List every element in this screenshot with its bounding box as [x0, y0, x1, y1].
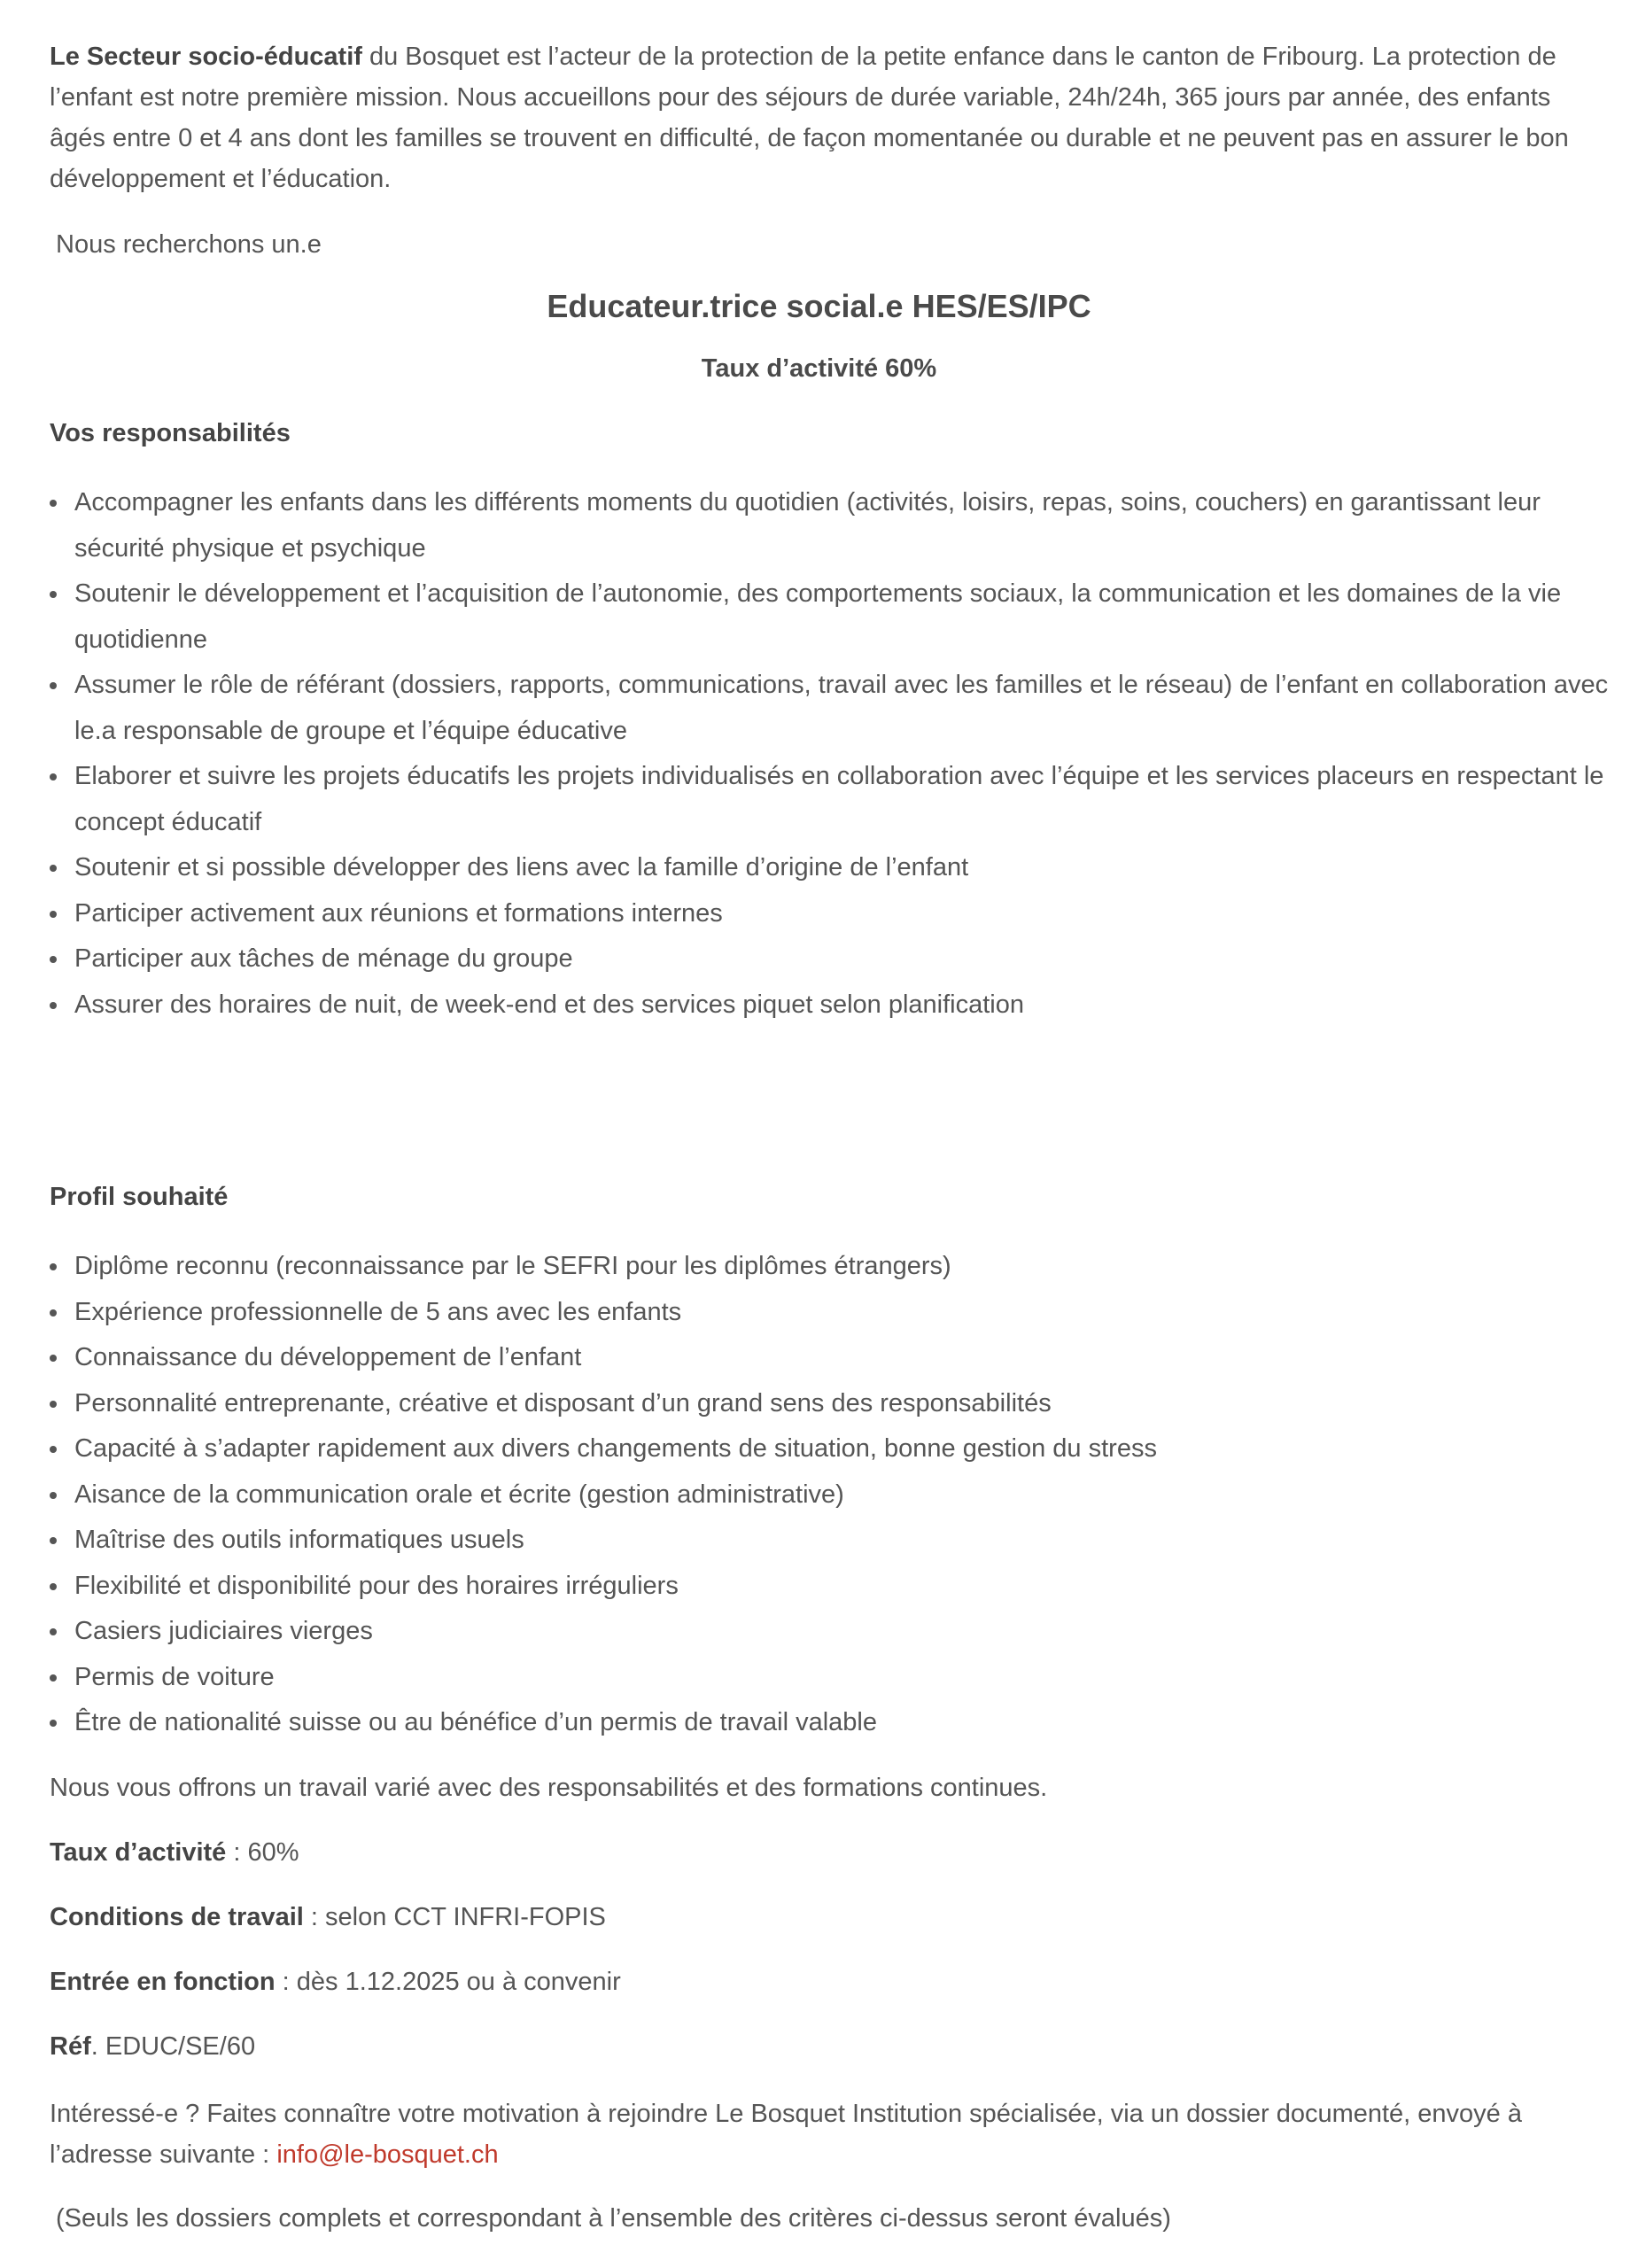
list-item: Capacité à s’adapter rapidement aux divers changements de situation, bonne gestion du stress — [50, 1426, 1625, 1472]
list-item: Elaborer et suivre les projets éducatifs les projets individualisés en collaboration avec l’équipe et les services placeurs en respectant le concept éducatif — [50, 754, 1625, 845]
list-item: Personnalité entreprenante, créative et disposant d’un grand sens des responsabilités — [50, 1381, 1625, 1427]
contact-paragraph — [50, 2093, 1591, 2175]
work-conditions-label: Conditions de travail — [50, 1902, 304, 1931]
list-item: Permis de voiture — [50, 1655, 1625, 1701]
job-title: Educateur.trice social.e HES/ES/IPC — [547, 288, 1091, 324]
activity-rate-line — [50, 1835, 1588, 1870]
start-date-line — [50, 1964, 1588, 2000]
application-note: (Seuls les dossiers complets et correspondant à l’ensemble des critères ci-dessus seront évalués) — [56, 2203, 1171, 2233]
list-item: Soutenir et si possible développer des liens avec la famille d’origine de l’enfant — [50, 845, 1625, 891]
list-item: Flexibilité et disponibilité pour des horaires irréguliers — [50, 1564, 1625, 1610]
responsibilities-list — [50, 480, 1609, 1028]
profile-list — [50, 1244, 1588, 1746]
list-item: Diplôme reconnu (reconnaissance par le SEFRI pour les diplômes étrangers) — [50, 1244, 1625, 1290]
list-item: Casiers judiciaires vierges — [50, 1609, 1625, 1655]
work-conditions-value: : selon CCT INFRI-FOPIS — [303, 1902, 606, 1931]
list-item: Assurer des horaires de nuit, de week-end et des services piquet selon planification — [50, 983, 1625, 1029]
activity-rate-value: : 60% — [226, 1837, 299, 1867]
profile-heading: Profil souhaité — [50, 1183, 229, 1211]
list-item: Maîtrise des outils informatiques usuels — [50, 1518, 1625, 1564]
contact-text: Intéressé-e ? Faites connaître votre motivation à rejoindre Le Bosquet Institution spécialisée, via un dossier documenté, envoyé à l’adresse suivante : — [50, 2099, 1522, 2169]
organization-name: Le Secteur socio-éducatif — [50, 43, 362, 71]
list-item: Aisance de la communication orale et écrite (gestion administrative) — [50, 1472, 1625, 1518]
list-item: Être de nationalité suisse ou au bénéfice d’un permis de travail valable — [50, 1700, 1625, 1746]
list-item: Participer aux tâches de ménage du groupe — [50, 936, 1625, 983]
job-rate: Taux d’activité 60% — [701, 354, 937, 383]
responsibilities-heading: Vos responsabilités — [50, 419, 291, 447]
intro-text: du Bosquet est l’acteur de la protection de la petite enfance dans le canton de Fribourg. La protection de l’enfant est notre première mission. Nous accueillons pour des séjours de durée variable, 24h/24h, 365 jours par année, des enfants âgés entre 0 et 4 ans dont les familles se trouvent en difficulté, de façon momentanée ou durable et ne peuvent pas en assurer le bon développement et l’éducation. — [50, 43, 1569, 193]
offer-text: Nous vous offrons un travail varié avec des responsabilités et des formations continues. — [50, 1773, 1048, 1802]
list-item: Soutenir le développement et l’acquisition de l’autonomie, des comportements sociaux, la communication et les domaines de la vie quotidienne — [50, 571, 1625, 663]
intro-paragraph — [50, 36, 1591, 199]
reference-value: . EDUC/SE/60 — [90, 2031, 256, 2061]
list-item: Participer activement aux réunions et formations internes — [50, 891, 1625, 937]
start-date-value: : dès 1.12.2025 ou à convenir — [275, 1967, 621, 1996]
list-item: Expérience professionnelle de 5 ans avec les enfants — [50, 1290, 1625, 1336]
email-link[interactable]: info@le-bosquet.ch — [276, 2140, 499, 2169]
activity-rate-label: Taux d’activité — [50, 1837, 227, 1867]
work-conditions-line — [50, 1899, 1588, 1935]
reference-label: Réf — [50, 2031, 91, 2061]
list-item: Connaissance du développement de l’enfant — [50, 1335, 1625, 1381]
search-intro: Nous recherchons un.e — [56, 230, 322, 259]
reference-line — [50, 2029, 1588, 2064]
list-item: Accompagner les enfants dans les différents moments du quotidien (activités, loisirs, repas, soins, couchers) en garantissant leur sécurité physique et psychique — [50, 480, 1625, 571]
list-item: Assumer le rôle de référant (dossiers, rapports, communications, travail avec les familles et le réseau) de l’enfant en collaboration avec le.a responsable de groupe et l’équipe éducative — [50, 663, 1625, 754]
start-date-label: Entrée en fonction — [50, 1967, 276, 1996]
